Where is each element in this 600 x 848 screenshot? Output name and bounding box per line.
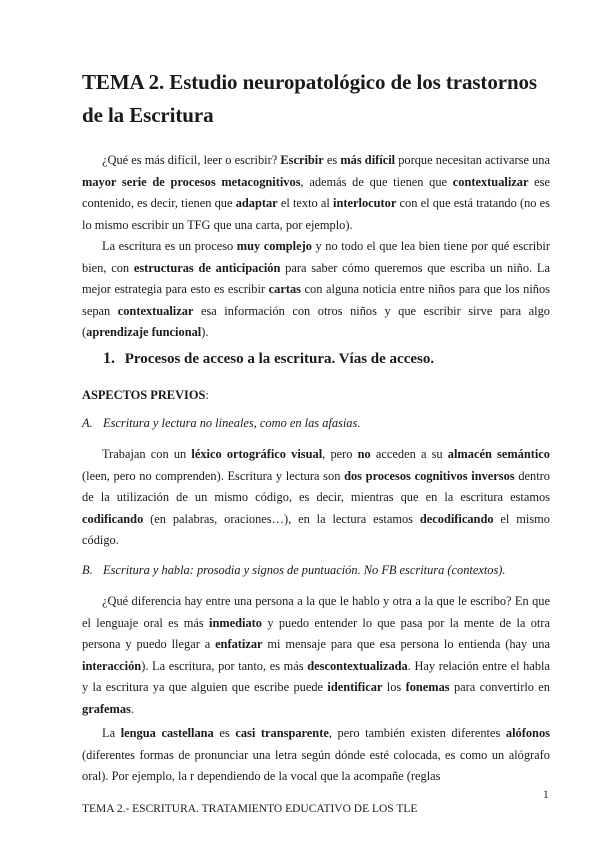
text: (diferentes formas de pronunciar una letra según dónde esté colocada, es como un alógrafo oral). Por ejemplo, la r dependiendo de la vocal que la acompañe (reglas xyxy=(82,747,550,784)
section-number: 1. xyxy=(103,350,115,367)
bold-text: casi transparente xyxy=(235,726,329,740)
text: , además de que tienen que xyxy=(300,174,453,189)
text: porque necesitan activarse una xyxy=(395,153,550,167)
page-number: 1 xyxy=(543,789,549,801)
bold-text: adaptar xyxy=(235,196,278,211)
text: con el que está tratando (no es lo mismo escribir un TFG que una carta, por ejemplo). xyxy=(82,196,550,232)
text: el texto al xyxy=(277,196,334,211)
runs xyxy=(82,726,550,783)
bold-text: enfatizar xyxy=(215,637,263,652)
text: (en palabras, oraciones…), en la lectura estamos xyxy=(143,511,420,526)
bold-text: dos procesos cognitivos inversos xyxy=(344,468,515,483)
text: dentro de la utilización de un mismo código, es decir, mientras que en la escritura estamos xyxy=(82,468,550,505)
text: . xyxy=(130,701,134,716)
text: (leen, pero no comprenden). Escritura y lectura son xyxy=(82,468,345,483)
bold-text: léxico ortográfico visual xyxy=(191,447,323,461)
text: para convertirlo en xyxy=(449,680,550,695)
bold-text: contextualizar xyxy=(117,303,194,318)
text: acceden a su xyxy=(370,447,448,461)
runs xyxy=(82,153,550,232)
bold-text: lengua castellana xyxy=(120,726,214,740)
bold-text: muy complejo xyxy=(236,239,312,253)
bold-text: contextualizar xyxy=(452,174,529,189)
text: y puedo entender lo que pasa por la mente de la otra persona y puedo llegar a xyxy=(82,615,550,652)
text: mi mensaje para que esa persona lo entienda (hay una xyxy=(262,637,550,652)
runs xyxy=(82,594,550,716)
runs xyxy=(82,239,550,339)
subheading-a xyxy=(82,416,360,431)
subheading-a-text: Escritura y lectura no lineales, como en las afasias. xyxy=(103,416,361,430)
bold-text: identificar xyxy=(327,680,383,695)
text: , pero también existen diferentes xyxy=(328,726,506,740)
text: es xyxy=(323,153,341,167)
bold-text: interacción xyxy=(82,658,142,673)
bold-text: no xyxy=(357,447,371,461)
paragraph-b xyxy=(82,591,550,721)
bold-text: Escribir xyxy=(280,153,324,167)
intro-paragraph-1 xyxy=(82,150,550,236)
bold-text: almacén semántico xyxy=(447,447,551,461)
text: . Hay relación entre el habla y la escritura ya que alguien que escribe puede xyxy=(82,658,550,695)
subheading-b-text: Escritura y habla: prosodia y signos de puntuación. No FB escritura (contextos). xyxy=(103,563,506,577)
text: los xyxy=(382,680,406,695)
bold-text: descontextualizada xyxy=(307,658,408,673)
aspectos-label: ASPECTOS PREVIOS xyxy=(82,388,206,402)
text: para saber cómo queremos que escriba un niño. La mejor estrategia para esto es escribir xyxy=(82,260,550,297)
bold-text: estructuras de anticipación xyxy=(133,260,281,275)
text: ). La escritura, por tanto, es más xyxy=(141,658,308,673)
bold-text: mayor serie de procesos metacognitivos xyxy=(82,174,301,189)
bold-text: más difícil xyxy=(340,153,396,167)
section-title: Procesos de acceso a la escritura. Vías de acceso. xyxy=(124,351,435,367)
subheading-b-letter: B. xyxy=(82,563,93,577)
subheading-a-letter: A. xyxy=(82,416,93,430)
text: , pero xyxy=(322,447,358,461)
aspectos-previos-heading xyxy=(82,388,209,403)
bold-text: decodificando xyxy=(419,511,494,526)
page-footer: TEMA 2.- ESCRITURA. TRATAMIENTO EDUCATIVO DE LOS TLE xyxy=(82,803,418,815)
paragraph-c xyxy=(82,723,550,788)
text: ¿Qué diferencia hay entre una persona a la que le hablo y otra a la que le escribo? En que el lenguaje oral es más xyxy=(82,594,550,630)
text: y no todo el que lea bien tiene por qué escribir bien, con xyxy=(82,239,550,275)
runs xyxy=(82,447,550,547)
text: el mismo código. xyxy=(82,511,550,548)
bold-text: codificando xyxy=(82,511,144,526)
bold-text: alófonos xyxy=(505,726,550,740)
text: con alguna noticia entre niños para que los niños sepan xyxy=(82,282,550,318)
document-title: TEMA 2. Estudio neuropatológico de los trastornos de la Escritura xyxy=(82,70,537,127)
bold-text: aprendizaje funcional xyxy=(86,325,202,340)
text: La escritura es un proceso xyxy=(102,239,237,253)
bold-text: grafemas xyxy=(82,701,131,716)
bold-text: cartas xyxy=(268,282,301,297)
bold-text: inmediato xyxy=(209,615,263,630)
text: La xyxy=(102,726,121,740)
aspectos-colon: : xyxy=(205,388,209,402)
paragraph-a xyxy=(82,444,550,552)
text: Trabajan con un xyxy=(102,447,192,461)
bold-text: interlocutor xyxy=(333,196,397,211)
subheading-b xyxy=(82,563,506,578)
text: es xyxy=(213,726,236,740)
text: ). xyxy=(201,325,209,340)
text: ese contenido, es decir, tienen que xyxy=(82,174,550,211)
text: esa información con otros niños y que escribir sirve para algo ( xyxy=(82,303,551,340)
bold-text: fonemas xyxy=(405,680,450,695)
intro-paragraph-2 xyxy=(82,236,550,344)
text: ¿Qué es más difícil, leer o escribir? xyxy=(102,153,281,167)
section-heading xyxy=(103,350,434,368)
